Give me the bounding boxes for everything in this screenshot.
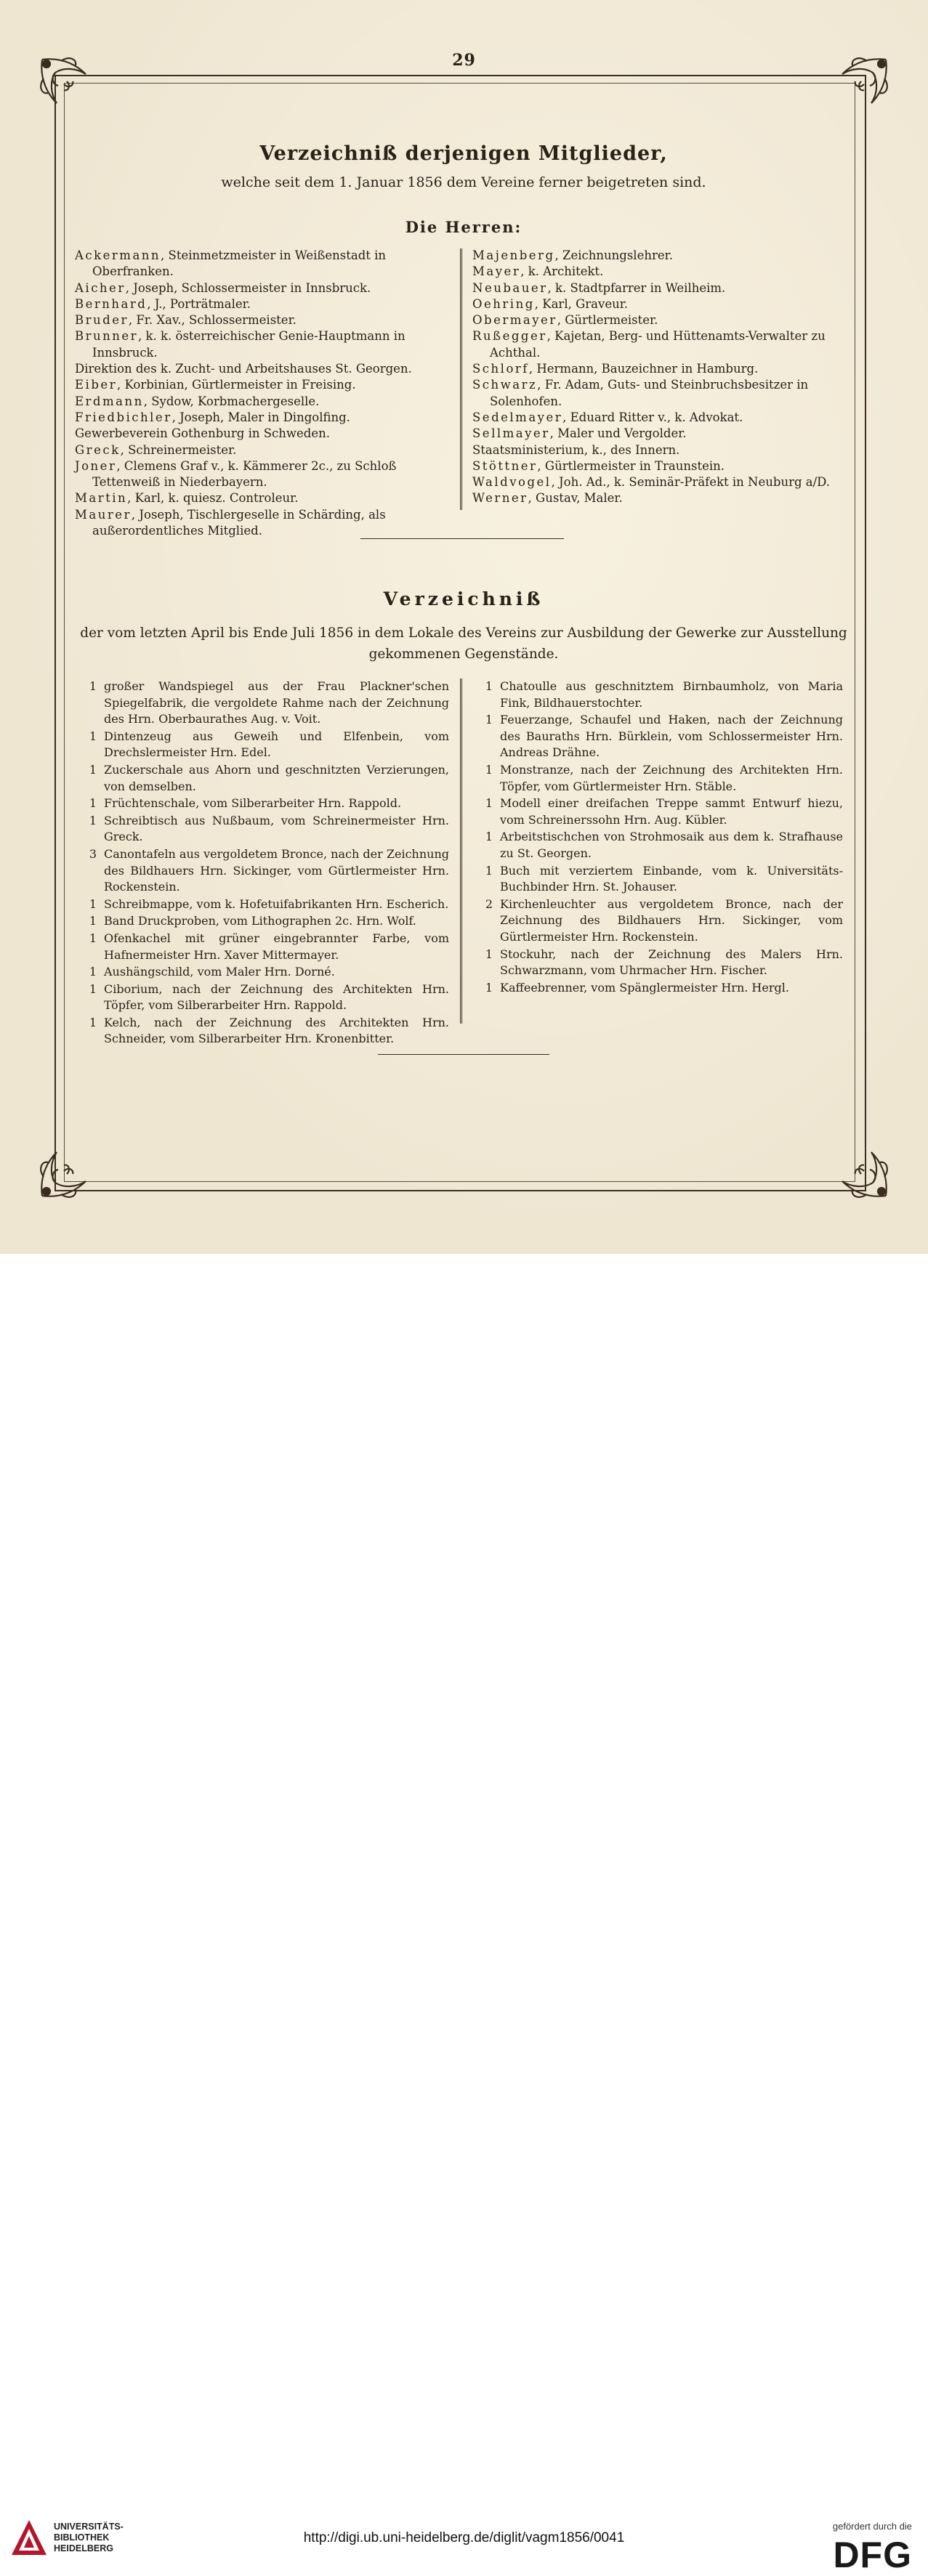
member-name: Maurer <box>75 507 132 522</box>
exhibit-description: Aushängschild, vom Maler Hrn. Dorné. <box>104 965 335 979</box>
exhibit-quantity: 1 <box>89 796 97 811</box>
exhibit-description: Monstranze, nach der Zeichnung des Architekten Hrn. Töpfer, vom Gürtlermeister Hrn. Stäble. <box>500 762 843 793</box>
exhibit-quantity: 1 <box>485 830 493 844</box>
exhibit-item <box>471 795 843 828</box>
exhibit-item <box>471 896 843 946</box>
objects-column-divider <box>460 679 462 1024</box>
member-details: , Karl, Graveur. <box>534 296 629 311</box>
exhibit-quantity: 1 <box>89 729 97 743</box>
exhibit-quantity: 1 <box>485 947 493 961</box>
member-details: , Joseph, Schlossermeister in Innsbruck. <box>125 280 371 295</box>
exhibit-quantity: 2 <box>485 896 493 911</box>
member-details: , Gustav, Maler. <box>528 491 623 506</box>
member-details: , Gürtlermeister. <box>557 313 658 328</box>
exhibit-item <box>75 846 449 896</box>
exhibit-quantity: 1 <box>485 762 493 777</box>
member-details: , Clemens Graf v., k. Kämmerer 2c., zu Schloß Tettenweiß in Niederbayern. <box>92 458 397 490</box>
exhibit-item <box>471 712 843 761</box>
member-details: , Maler und Vergolder. <box>549 426 687 441</box>
member-details: , Schreinermeister. <box>120 442 237 457</box>
member-name: Joner <box>75 458 117 473</box>
exhibit-description: Ofenkachel mit grüner eingebrannter Farbe, vom Hafnermeister Hrn. Xaver Mittermayer. <box>104 931 449 962</box>
members-subtitle: welche seit dem 1. Januar 1856 dem Vereine ferner beigetreten sind. <box>221 174 706 190</box>
member-entry <box>472 377 843 410</box>
exhibit-item <box>471 829 843 862</box>
page-number: 29 <box>452 51 476 70</box>
member-entry <box>75 248 453 280</box>
end-divider-rule <box>378 1054 549 1055</box>
member-name: Waldvogel <box>472 475 552 490</box>
exhibit-description: Buch mit verziertem Einbande, vom k. Universitäts-Buchbinder Hrn. St. Johauser. <box>500 863 843 894</box>
exhibit-item <box>75 679 449 728</box>
objects-list-left <box>75 679 449 1048</box>
exhibit-description: Chatoulle aus geschnitztem Birnbaumholz, von Maria Fink, Bildhauerstochter. <box>500 679 843 710</box>
member-entry <box>472 361 843 377</box>
member-entry <box>472 442 843 458</box>
objects-title: Verzeichniß <box>383 588 544 609</box>
member-name: Stöttner <box>472 458 538 473</box>
ornament-corner-bottom-left <box>35 1133 105 1203</box>
member-details: , Joseph, Maler in Dingolfing. <box>172 410 350 424</box>
member-entry <box>75 426 453 442</box>
member-entry <box>472 426 843 442</box>
member-entry <box>472 458 843 474</box>
member-name: Sellmayer <box>472 426 550 441</box>
member-entry <box>472 264 843 280</box>
member-details: , Hermann, Bauzeichner in Hamburg. <box>528 362 759 376</box>
exhibit-description: Kirchenleuchter aus vergoldetem Bronce, nach der Zeichnung des Bildhauers Hrn. Sickinger, vom Gürtlermeister Hrn. Rockenstein. <box>500 896 843 944</box>
exhibit-quantity: 1 <box>89 762 97 777</box>
exhibit-description: Zuckerschale aus Ahorn und geschnitzten Verzierungen, von demselben. <box>104 762 449 793</box>
member-details: , Gürtlermeister in Traunstein. <box>537 458 725 473</box>
member-name: Schlorf <box>472 362 529 376</box>
exhibit-item <box>471 947 843 979</box>
member-name: Sedelmayer <box>472 410 563 424</box>
exhibit-description: Stockuhr, nach der Zeichnung des Malers Hrn. Schwarzmann, vom Uhrmacher Hrn. Fischer. <box>500 947 843 978</box>
exhibit-quantity: 1 <box>89 1015 97 1029</box>
exhibit-description: Feuerzange, Schaufel und Haken, nach der Zeichnung des Bauraths Hrn. Bürklein, vom Schlossermeister Hrn. Andreas Drähne. <box>500 713 843 760</box>
exhibit-description: Ciborium, nach der Zeichnung des Architekten Hrn. Töpfer, vom Silberarbeiter Hrn. Rappold. <box>104 981 449 1013</box>
member-details: Staatsministerium, k., des Innern. <box>472 442 680 457</box>
exhibit-item <box>75 896 449 913</box>
objects-list-right <box>471 679 843 997</box>
member-details: , Korbinian, Gürtlermeister in Freising. <box>117 378 356 392</box>
objects-subtitle: der vom letzten April bis Ende Juli 1856 in dem Lokale des Vereins zur Ausbildung der Gewerke zur Ausstellung gekommenen Gegenstände. <box>80 625 847 662</box>
member-entry <box>472 410 843 426</box>
members-column-divider <box>460 248 462 510</box>
member-name: Werner <box>472 491 528 506</box>
member-entry <box>472 296 843 312</box>
exhibit-description: Früchtenschale, vom Silberarbeiter Hrn. Rappold. <box>104 796 402 811</box>
member-entry <box>75 361 453 377</box>
member-details: , Kajetan, Berg- und Hüttenamts-Verwalter zu Achthal. <box>490 329 826 360</box>
member-entry <box>75 410 453 426</box>
member-entry <box>472 490 843 506</box>
exhibit-quantity: 1 <box>485 796 493 811</box>
exhibit-description: Dintenzeug aus Geweih und Elfenbein, vom Drechslermeister Hrn. Edel. <box>104 729 449 760</box>
exhibit-item <box>75 762 449 795</box>
exhibit-quantity: 1 <box>89 914 97 928</box>
exhibit-item <box>75 913 449 930</box>
member-details: , k. Stadtpfarrer in Weilheim. <box>547 280 726 295</box>
member-name: Obermayer <box>472 313 557 328</box>
exhibit-quantity: 3 <box>89 846 97 861</box>
member-entry <box>75 442 453 458</box>
member-details: , J., Porträtmaler. <box>147 296 251 311</box>
member-details: , Karl, k. quiesz. Controleur. <box>127 491 299 506</box>
section-divider-rule <box>360 538 564 539</box>
exhibit-item <box>471 679 843 711</box>
exhibit-quantity: 1 <box>89 981 97 996</box>
member-entry <box>75 280 453 296</box>
member-entry <box>75 328 453 361</box>
member-entry <box>75 394 453 410</box>
exhibit-quantity: 1 <box>485 980 493 995</box>
member-entry <box>75 458 453 491</box>
exhibit-description: Canontafeln aus vergoldetem Bronce, nach der Zeichnung des Bildhauers Hrn. Sickinger, vom Gürtlermeister Hrn. Rockenstein. <box>104 846 449 894</box>
exhibit-item <box>75 729 449 761</box>
members-section-label: Die Herren: <box>405 218 522 236</box>
exhibit-item <box>75 931 449 963</box>
member-details: , Sydow, Korbmachergeselle. <box>143 394 320 408</box>
member-name: Rußegger <box>472 329 547 344</box>
member-name: Greck <box>75 442 121 457</box>
member-name: Oehring <box>472 296 535 311</box>
member-details: , Joh. Ad., k. Seminär-Präfekt in Neuburg a/D. <box>551 475 831 490</box>
member-details: , Steinmetzmeister in Weißenstadt in Oberfranken. <box>92 248 387 279</box>
member-details: , k. Architekt. <box>520 264 604 279</box>
member-name: Bruder <box>75 313 129 328</box>
member-name: Aicher <box>75 280 126 295</box>
exhibit-description: Schreibmappe, vom k. Hofetuifabrikanten Hrn. Escherich. <box>104 896 449 911</box>
viewer-footer <box>0 1254 928 2575</box>
member-name: Ackermann <box>75 248 161 262</box>
member-name: Neubauer <box>472 280 548 295</box>
exhibit-description: großer Wandspiegel aus der Frau Plackner'schen Spiegelfabrik, die vergoldete Rahme nach der Zeichnung des Hrn. Oberbaurathes Aug. v. Voit. <box>104 679 449 726</box>
exhibit-item <box>75 1015 449 1048</box>
exhibit-quantity: 1 <box>485 679 493 693</box>
member-name: Brunner <box>75 329 139 344</box>
exhibit-description: Modell einer dreifachen Treppe sammt Entwurf hiezu, vom Schreinerssohn Hrn. Aug. Kübler. <box>500 796 843 827</box>
member-name: Martin <box>75 491 128 506</box>
member-name: Schwarz <box>472 378 538 392</box>
member-details: , Fr. Adam, Guts- und Steinbruchsbesitzer in Solenhofen. <box>490 378 809 408</box>
member-entry <box>75 507 453 540</box>
member-name: Erdmann <box>75 394 144 408</box>
university-library-name: UNIVERSITÄTS- BIBLIOTHEK HEIDELBERG <box>54 2522 124 2553</box>
member-entry <box>75 490 453 506</box>
exhibit-quantity: 1 <box>485 863 493 878</box>
exhibit-item <box>75 964 449 981</box>
exhibit-item <box>75 795 449 812</box>
member-name: Eiber <box>75 378 118 392</box>
exhibit-description: Band Druckproben, vom Lithographen 2c. Hrn. Wolf. <box>104 914 416 928</box>
exhibit-quantity: 1 <box>89 813 97 827</box>
exhibit-description: Kaffeebrenner, vom Spänglermeister Hrn. Hergl. <box>500 980 789 995</box>
members-title: Verzeichniß derjenigen Mitglieder, <box>259 142 668 165</box>
member-entry <box>472 312 843 328</box>
exhibit-quantity: 1 <box>89 896 97 911</box>
member-name: Bernhard <box>75 296 148 311</box>
member-name: Mayer <box>472 264 521 279</box>
exhibit-quantity: 1 <box>89 679 97 693</box>
member-entry <box>75 296 453 312</box>
exhibit-item <box>471 762 843 795</box>
exhibit-item <box>75 813 449 846</box>
members-list-right <box>472 248 843 507</box>
member-details: , Joseph, Tischlergeselle in Schärding, als außerordentliches Mitglied. <box>92 507 386 538</box>
sponsor-caption: gefördert durch die <box>832 2521 912 2532</box>
member-details: , k. k. österreichischer Genie-Hauptmann in Innsbruck. <box>92 329 406 360</box>
exhibit-quantity: 1 <box>485 713 493 727</box>
exhibit-item <box>75 981 449 1014</box>
member-details: , Eduard Ritter v., k. Advokat. <box>562 410 743 424</box>
scanned-page <box>0 0 928 1254</box>
member-details: Gewerbeverein Gothenburg in Schweden. <box>75 426 330 441</box>
member-entry <box>472 328 843 361</box>
member-entry <box>472 474 843 490</box>
member-details: , Fr. Xav., Schlossermeister. <box>128 313 296 328</box>
exhibit-description: Schreibtisch aus Nußbaum, vom Schreinermeister Hrn. Greck. <box>104 813 449 844</box>
member-name: Majenberg <box>472 248 555 262</box>
permalink-url[interactable]: http://digi.ub.uni-heidelberg.de/diglit/vagm1856/0041 <box>303 2530 625 2545</box>
member-entry <box>75 312 453 328</box>
member-entry <box>472 280 843 296</box>
member-entry <box>472 248 843 264</box>
members-list-left <box>75 248 453 539</box>
ornament-corner-bottom-right <box>823 1133 893 1203</box>
exhibit-description: Arbeitstischchen von Strohmosaik aus dem k. Strafhause zu St. Georgen. <box>500 830 843 860</box>
dfg-logo[interactable]: DFG <box>833 2535 912 2575</box>
exhibit-item <box>471 863 843 896</box>
exhibit-quantity: 1 <box>89 965 97 979</box>
exhibit-quantity: 1 <box>89 931 97 945</box>
member-details: Direktion des k. Zucht- und Arbeitshauses St. Georgen. <box>75 362 412 376</box>
exhibit-description: Kelch, nach der Zeichnung des Architekten Hrn. Schneider, vom Silberarbeiter Hrn. Kronenbitter. <box>104 1015 449 1046</box>
member-name: Friedbichler <box>75 410 172 424</box>
member-details: , Zeichnungslehrer. <box>554 248 673 262</box>
exhibit-item <box>471 980 843 997</box>
member-entry <box>75 377 453 393</box>
